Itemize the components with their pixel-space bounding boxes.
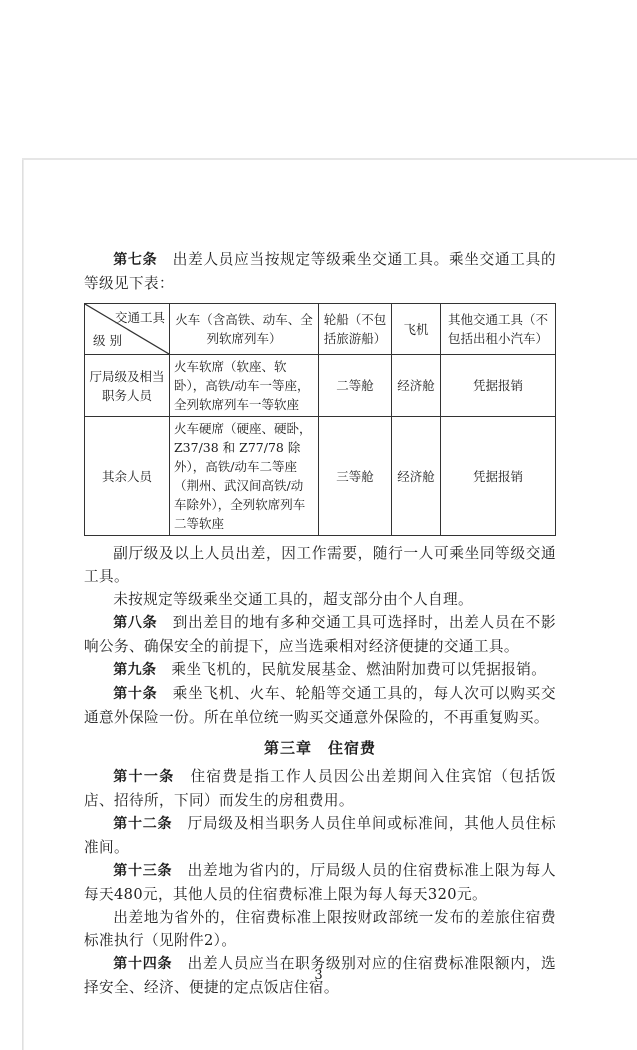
paragraph-overspend: 未按规定等级乘坐交通工具的，超支部分由个人自理。 bbox=[113, 591, 474, 608]
row-1-plane: 经济舱 bbox=[392, 355, 441, 417]
header-ship: 轮船（不包括旅游船） bbox=[319, 304, 392, 355]
table-row bbox=[85, 355, 556, 417]
article-14-text: 出差人员应当在职务级别对应的住宿费标准限额内，选择安全、经济、便捷的定点饭店住宿。 bbox=[84, 955, 556, 996]
row-2-level: 其余人员 bbox=[85, 417, 170, 536]
header-train: 火车（含高铁、动车、全列软席列车） bbox=[170, 304, 319, 355]
row-2-plane: 经济舱 bbox=[392, 417, 441, 536]
page-edge-left bbox=[22, 160, 24, 1050]
paragraph-escort: 副厅级及以上人员出差，因工作需要，随行一人可乘坐同等级交通工具。 bbox=[84, 545, 556, 585]
row-1-other: 凭据报销 bbox=[441, 355, 556, 417]
row-2-other: 凭据报销 bbox=[441, 417, 556, 536]
header-other: 其他交通工具（不包括出租小汽车） bbox=[441, 304, 556, 355]
article-13-text: 出差地为省内的，厅局级人员的住宿费标准上限为每人每天480元，其他人员的住宿费标准上限为每人每天320元。 bbox=[84, 862, 556, 903]
page-edge-top bbox=[22, 158, 637, 160]
article-7 bbox=[84, 248, 556, 295]
article-12-text: 厅局级及相当职务人员住单间或标准间，其他人员住标准间。 bbox=[84, 815, 556, 856]
article-9-text: 乘坐飞机的，民航发展基金、燃油附加费可以凭据报销。 bbox=[171, 661, 547, 678]
corner-top-label: 交通工具 bbox=[114, 310, 165, 325]
article-7-text: 出差人员应当按规定等级乘坐交通工具。乘坐交通工具的等级见下表： bbox=[84, 251, 556, 292]
row-1-ship: 二等舱 bbox=[319, 355, 392, 417]
article-12 bbox=[84, 812, 556, 859]
row-1-train: 火车软席（软座、软卧），高铁/动车一等座，全列软席列车一等软座 bbox=[170, 355, 319, 417]
article-8-text: 到出差目的地有多种交通工具可选择时，出差人员在不影响公务、确保安全的前提下，应当选乘相对经济便捷的交通工具。 bbox=[84, 614, 556, 655]
article-11-text: 住宿费是指工作人员因公出差期间入住宾馆（包括饭店、招待所，下同）而发生的房租费用。 bbox=[84, 768, 556, 809]
article-13 bbox=[84, 859, 556, 906]
table-header-row bbox=[85, 304, 556, 355]
article-9 bbox=[84, 658, 556, 682]
paragraph-out-of-province: 出差地为省外的，住宿费标准上限按财政部统一发布的差旅住宿费标准执行（见附件2）。 bbox=[84, 909, 556, 949]
transport-level-table bbox=[84, 303, 556, 536]
article-10-text: 乘坐飞机、火车、轮船等交通工具的，每人次可以购买交通意外保险一份。所在单位统一购买交通意外保险的，不再重复购买。 bbox=[84, 685, 556, 726]
article-8-label: 第八条 bbox=[113, 615, 158, 631]
table-row bbox=[85, 417, 556, 536]
article-9-label: 第九条 bbox=[113, 662, 157, 678]
row-2-train: 火车硬席（硬座、硬卧，Z37/38 和 Z77/78 除外），高铁/动车二等座（荆州、武汉间高铁/动车除外），全列软席列车二等软座 bbox=[170, 417, 319, 536]
article-8 bbox=[84, 611, 556, 658]
article-12-label: 第十二条 bbox=[113, 816, 173, 832]
row-2-ship: 三等舱 bbox=[319, 417, 392, 536]
article-7-label: 第七条 bbox=[113, 252, 158, 268]
page-number: 3 bbox=[314, 968, 323, 983]
row-1-level: 厅局级及相当职务人员 bbox=[85, 355, 170, 417]
article-13-label: 第十三条 bbox=[113, 863, 173, 879]
table-corner-cell bbox=[85, 304, 170, 355]
article-11-label: 第十一条 bbox=[113, 769, 175, 785]
article-11 bbox=[84, 765, 556, 812]
chapter-heading: 第三章 住宿费 bbox=[263, 739, 376, 757]
article-10 bbox=[84, 682, 556, 729]
article-10-label: 第十条 bbox=[113, 686, 158, 702]
corner-bottom-label: 级 别 bbox=[93, 333, 122, 348]
header-plane: 飞机 bbox=[392, 304, 441, 355]
article-14-label: 第十四条 bbox=[113, 956, 173, 972]
page-content bbox=[84, 248, 556, 999]
